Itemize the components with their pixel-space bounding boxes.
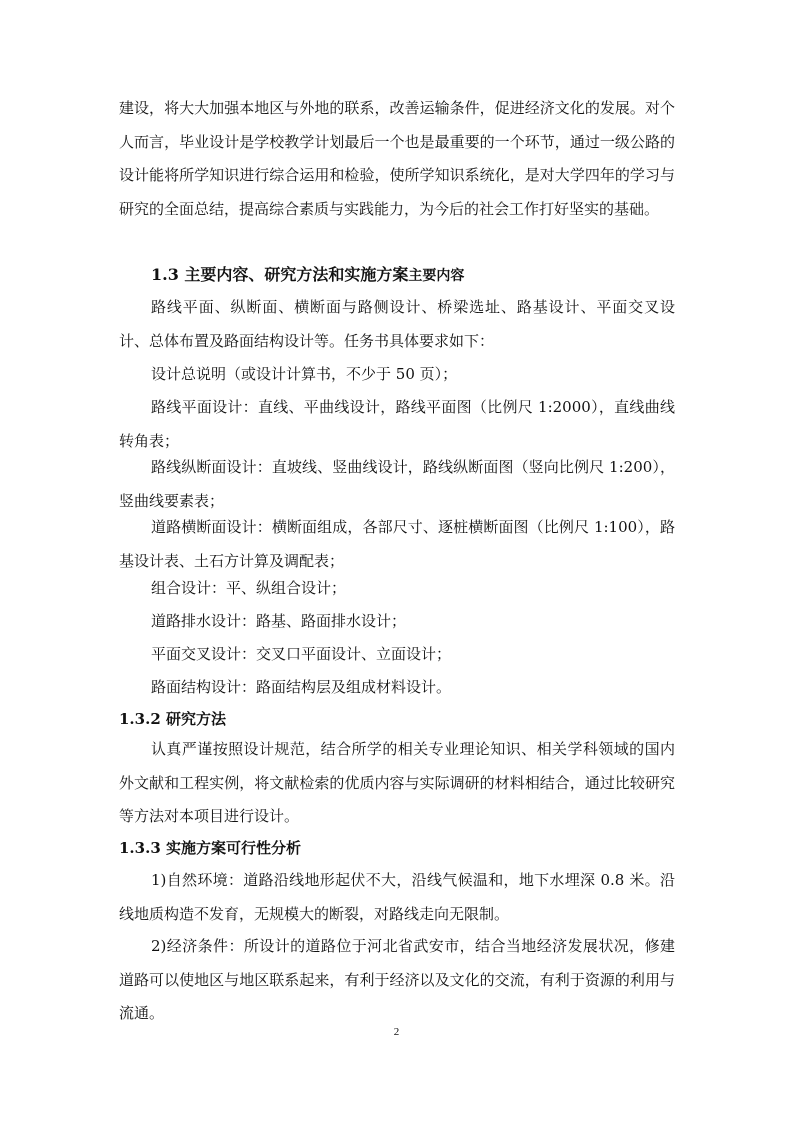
feasibility-economic-paragraph: 2)经济条件：所设计的道路位于河北省武安市，结合当地经济发展状况，修建道路可以使地区与地区联系起来，有利于经济以及文化的交流，有利于资源的利用与流通。 xyxy=(119,937,675,1022)
section-heading-1-3-3: 1.3.3 实施方案可行性分析 xyxy=(119,839,301,857)
content-item-design-summary: 设计总说明（或设计计算书，不少于 50 页）； xyxy=(151,365,458,383)
content-item-intersection-design: 平面交叉设计：交叉口平面设计、立面设计； xyxy=(151,645,452,663)
content-item-drainage-design: 道路排水设计：路基、路面排水设计； xyxy=(151,612,407,630)
content-item-pavement-design: 路面结构设计：路面结构层及组成材料设计。 xyxy=(151,678,452,696)
section-heading-1-3-2: 1.3.2 研究方法 xyxy=(119,710,226,728)
content-paragraph: 路线平面、纵断面、横断面与路侧设计、桥梁选址、路基设计、平面交叉设计、总体布置及路面结构设计等。任务书具体要求如下： xyxy=(119,298,675,350)
feasibility-natural-paragraph: 1)自然环境：道路沿线地形起伏不大，沿线气候温和，地下水埋深 0.8 米。沿线地质构造不发育，无规模大的断裂，对路线走向无限制。 xyxy=(119,871,675,923)
section-heading-1-3 xyxy=(151,263,464,288)
content-item-cross-section-design: 道路横断面设计：横断面组成，各部尺寸、逐桩横断面图（比例尺 1:100），路基设计表、土石方计算及调配表； xyxy=(119,518,675,570)
content-item-plan-design: 路线平面设计：直线、平曲线设计，路线平面图（比例尺 1:2000），直线曲线转角表； xyxy=(119,398,675,450)
content-item-combined-design: 组合设计：平、纵组合设计； xyxy=(151,579,347,597)
content-item-profile-design: 路线纵断面设计：直坡线、竖曲线设计，路线纵断面图（竖向比例尺 1:200），竖曲线要素表； xyxy=(119,458,675,510)
intro-paragraph: 建设，将大大加强本地区与外地的联系，改善运输条件，促进经济文化的发展。对个人而言，毕业设计是学校教学计划最后一个也是最重要的一个环节，通过一级公路的设计能将所学知识进行综合运用和检验，使所学知识系统化，是对大学四年的学习与研究的全面总结，提高综合素质与实践能力，为今后的社会工作打好坚实的基础。 xyxy=(119,99,675,218)
section-heading-1-3-title: 1.3 主要内容、研究方法和实施方案 xyxy=(151,265,409,284)
page-number: 2 xyxy=(393,1026,400,1038)
method-paragraph: 认真严谨按照设计规范，结合所学的相关专业理论知识、相关学科领域的国内外文献和工程实例，将文献检索的优质内容与实际调研的材料相结合，通过比较研究等方法对本项目进行设计。 xyxy=(119,740,675,825)
section-heading-1-3-subtitle: 主要内容 xyxy=(408,268,465,284)
